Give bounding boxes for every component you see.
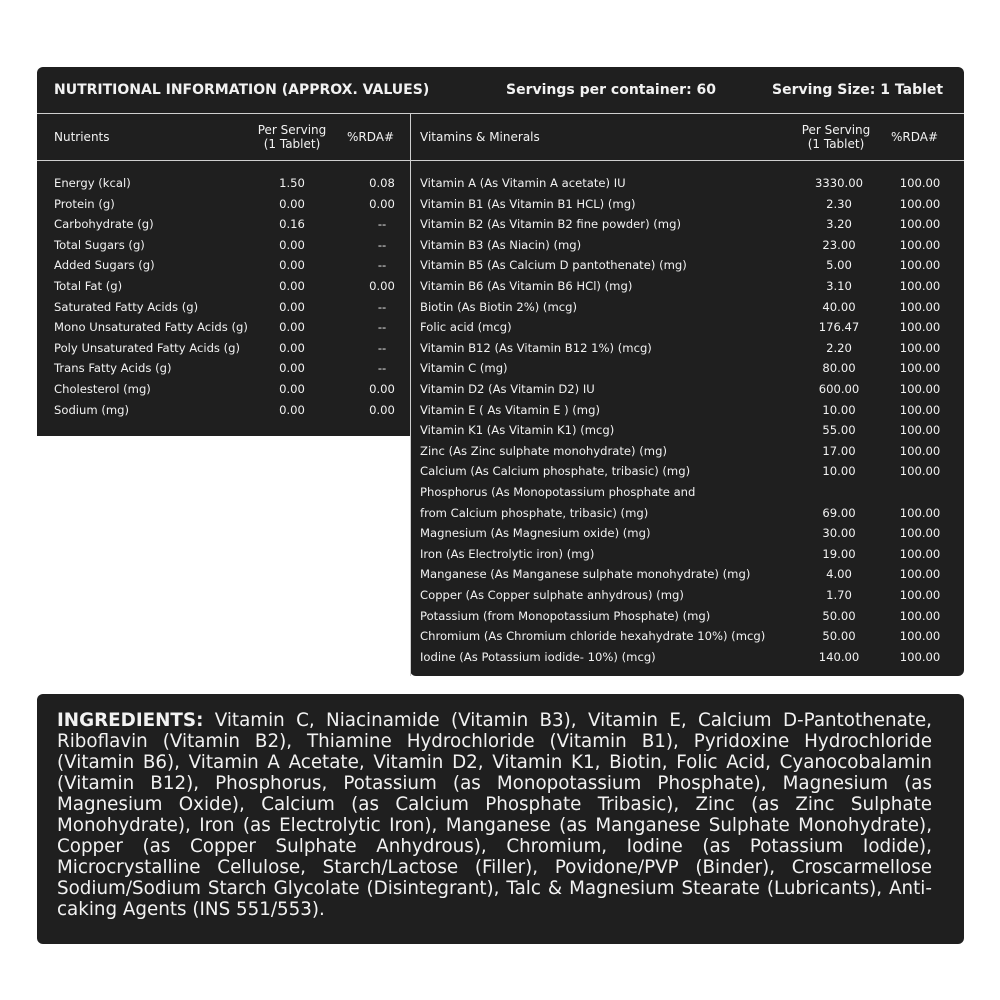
servings-per-container: Servings per container: 60 <box>506 82 717 98</box>
vitamins-row <box>420 400 960 420</box>
row-per-serving: 69.00 <box>822 505 856 520</box>
row-rda: 100.00 <box>899 608 941 623</box>
row-rda: 100.00 <box>899 176 941 190</box>
nutrients-row <box>54 235 404 255</box>
row-rda: -- <box>377 258 387 273</box>
row-name: Vitamin B6 (As Vitamin B6 HCl) (mg) <box>420 279 633 293</box>
row-name: Copper (As Copper sulphate anhydrous) (mg) <box>420 588 684 602</box>
vitamins-row <box>420 441 960 461</box>
vitamins-row <box>420 606 960 626</box>
vitamins-row <box>420 523 960 543</box>
row-rda: 100.00 <box>899 258 941 273</box>
row-name: Energy (kcal) <box>54 176 131 190</box>
row-per-serving: 0.00 <box>279 320 305 335</box>
row-rda: 0.00 <box>369 382 395 396</box>
row-per-serving: 0.00 <box>279 382 305 396</box>
nutrients-row <box>54 255 404 275</box>
row-rda: 100.00 <box>899 588 941 602</box>
row-rda: 100.00 <box>899 237 941 252</box>
ingredients-panel <box>37 694 964 944</box>
row-name: Magnesium (As Magnesium oxide) (mg) <box>420 526 651 541</box>
row-per-serving: 80.00 <box>822 361 856 376</box>
row-rda: 100.00 <box>899 320 941 335</box>
row-per-serving: 55.00 <box>822 423 856 438</box>
row-name: Cholesterol (mg) <box>54 382 151 396</box>
nutrients-row <box>54 214 404 234</box>
vitamins-row <box>420 173 960 193</box>
row-name: Biotin (As Biotin 2%) (mcg) <box>420 299 577 314</box>
vitamins-row <box>420 338 960 358</box>
vitamins-row <box>420 214 960 234</box>
row-name: Vitamin C (mg) <box>420 361 508 376</box>
row-name: Vitamin B2 (As Vitamin B2 fine powder) (mg) <box>420 217 681 232</box>
header-divider <box>37 113 964 114</box>
row-rda: 100.00 <box>899 382 941 396</box>
nutrients-row <box>54 276 404 296</box>
vitamins-header-divider <box>411 160 964 161</box>
row-name: Total Sugars (g) <box>54 237 145 252</box>
row-rda: 100.00 <box>899 567 941 582</box>
row-per-serving: 40.00 <box>822 299 856 314</box>
nutrients-per-serving-header <box>242 123 342 151</box>
vitamins-row <box>420 626 960 646</box>
row-name: Vitamin B5 (As Calcium D pantothenate) (mg) <box>420 258 687 273</box>
row-rda: 100.00 <box>899 217 941 232</box>
row-name: Iron (As Electrolytic iron) (mg) <box>420 546 595 561</box>
row-rda: 100.00 <box>899 505 941 520</box>
row-name: Calcium (As Calcium phosphate, tribasic) (mg) <box>420 464 691 479</box>
row-name: Manganese (As Manganese sulphate monohydrate) (mg) <box>420 567 751 582</box>
row-per-serving: 2.30 <box>826 196 852 211</box>
vitamins-row <box>420 317 960 337</box>
nutrients-row <box>54 317 404 337</box>
row-per-serving: 4.00 <box>826 567 852 582</box>
tablet-label: (1 Tablet) <box>807 137 865 151</box>
row-per-serving: 19.00 <box>822 546 856 561</box>
row-rda: -- <box>377 299 387 314</box>
row-per-serving: 0.00 <box>279 237 305 252</box>
row-rda: 100.00 <box>899 649 941 664</box>
nutrients-row <box>54 400 404 420</box>
nutrients-col-header: Nutrients <box>54 130 110 144</box>
row-name: Zinc (As Zinc sulphate monohydrate) (mg) <box>420 443 667 458</box>
row-per-serving: 1.70 <box>826 588 852 602</box>
row-per-serving: 600.00 <box>818 382 860 396</box>
panel-cutout <box>37 436 410 686</box>
nutrients-row <box>54 358 404 378</box>
row-name: from Calcium phosphate, tribasic) (mg) <box>420 505 649 520</box>
row-rda: 100.00 <box>899 629 941 644</box>
row-per-serving: 0.00 <box>279 340 305 355</box>
nutrition-title: NUTRITIONAL INFORMATION (APPROX. VALUES) <box>54 82 430 98</box>
row-name: Vitamin K1 (As Vitamin K1) (mcg) <box>420 423 615 438</box>
ingredients-label: INGREDIENTS: <box>57 710 204 731</box>
row-rda: 100.00 <box>899 402 941 417</box>
row-per-serving: 3.20 <box>826 217 852 232</box>
row-rda: -- <box>377 320 387 335</box>
row-rda: -- <box>377 217 387 232</box>
row-per-serving: 176.47 <box>818 320 860 335</box>
row-rda: 0.00 <box>369 279 395 293</box>
row-name: Sodium (mg) <box>54 402 130 417</box>
vitamins-row <box>420 255 960 275</box>
row-rda: 100.00 <box>899 279 941 293</box>
row-name: Added Sugars (g) <box>54 258 155 273</box>
vitamins-rda-header: %RDA# <box>891 130 939 144</box>
vitamins-row <box>420 379 960 399</box>
row-name: Chromium (As Chromium chloride hexahydrate 10%) (mcg) <box>420 629 766 644</box>
nutrients-row <box>54 297 404 317</box>
row-name: Total Fat (g) <box>54 279 123 293</box>
serving-size: Serving Size: 1 Tablet <box>772 82 944 98</box>
per-serving-label: Per Serving <box>257 123 327 137</box>
row-per-serving: 1.50 <box>279 176 305 190</box>
ingredients-list: Vitamin C, Niacinamide (Vitamin B3), Vitamin E, Calcium D-Pantothenate, Riboflavin (Vitamin B2), Thiamine Hydrochloride (Vitamin B1), Pyridoxine Hydrochloride (Vitamin B6), Vitamin A Acetate, Vitamin D2, Vitamin K1, Biotin, Folic Acid, Cyanocobalamin (Vitamin B12), Phosphorus, Potassium (as Monopotassium Phosphate), Magnesium (as Magnesium Oxide), Calcium (as Calcium Phosphate Tribasic), Zinc (as Zinc Sulphate Monohydrate), Iron (as Electrolytic Iron), Manganese (as Manganese Sulphate Monohydrate), Copper (as Copper Sulphate Anhydrous), Chromium, Iodine (as Potassium Iodide), Microcrystalline Cellulose, Starch/Lactose (Filler), Povidone/PVP (Binder), Croscarmellose Sodium/Sodium Starch Glycolate (Disintegrant), Talc & Magnesium Stearate (Lubricants), Anti-caking Agents (INS 551/553). <box>57 710 932 920</box>
row-rda: -- <box>377 237 387 252</box>
row-name: Saturated Fatty Acids (g) <box>54 299 199 314</box>
nutrients-header-divider <box>37 160 410 161</box>
row-rda: 100.00 <box>899 361 941 376</box>
row-per-serving: 0.00 <box>279 279 305 293</box>
row-per-serving: 0.00 <box>279 402 305 417</box>
row-per-serving: 140.00 <box>818 649 860 664</box>
row-name: Vitamin A (As Vitamin A acetate) IU <box>420 176 626 190</box>
vitamins-row <box>420 647 960 667</box>
row-rda: -- <box>377 340 387 355</box>
row-name: Iodine (As Potassium iodide- 10%) (mcg) <box>420 649 656 664</box>
row-rda: 100.00 <box>899 299 941 314</box>
vitamins-row <box>420 461 960 481</box>
per-serving-label: Per Serving <box>801 123 871 137</box>
row-per-serving: 3330.00 <box>815 176 863 190</box>
row-name: Folic acid (mcg) <box>420 320 512 335</box>
row-name: Phosphorus (As Monopotassium phosphate and <box>420 485 696 499</box>
row-rda: 100.00 <box>899 443 941 458</box>
row-name: Potassium (from Monopotassium Phosphate) (mg) <box>420 608 711 623</box>
row-per-serving: 3.10 <box>826 279 852 293</box>
row-per-serving: 23.00 <box>822 237 856 252</box>
ingredients-text <box>57 710 932 920</box>
row-rda: -- <box>377 361 387 376</box>
vitamins-row <box>420 564 960 584</box>
row-per-serving: 0.16 <box>279 217 305 232</box>
row-rda: 100.00 <box>899 423 941 438</box>
row-name: Vitamin B12 (As Vitamin B12 1%) (mcg) <box>420 340 652 355</box>
row-per-serving: 50.00 <box>822 608 856 623</box>
vitamins-row <box>420 585 960 605</box>
vitamins-row <box>420 482 960 502</box>
vitamins-row <box>420 276 960 296</box>
row-rda: 100.00 <box>899 464 941 479</box>
row-rda: 100.00 <box>899 526 941 541</box>
row-per-serving: 17.00 <box>822 443 856 458</box>
nutrients-row <box>54 338 404 358</box>
row-rda: 100.00 <box>899 196 941 211</box>
vitamins-row <box>420 544 960 564</box>
row-name: Trans Fatty Acids (g) <box>54 361 172 376</box>
row-per-serving: 0.00 <box>279 258 305 273</box>
nutrients-row <box>54 194 404 214</box>
row-rda: 100.00 <box>899 546 941 561</box>
row-per-serving: 10.00 <box>822 402 856 417</box>
row-per-serving: 30.00 <box>822 526 856 541</box>
vitamins-row <box>420 420 960 440</box>
row-per-serving: 50.00 <box>822 629 856 644</box>
nutrients-row <box>54 379 404 399</box>
row-name: Carbohydrate (g) <box>54 217 154 232</box>
row-rda: 0.08 <box>369 176 395 190</box>
vitamins-per-serving-header <box>786 123 886 151</box>
vitamins-row <box>420 503 960 523</box>
row-per-serving: 0.00 <box>279 361 305 376</box>
nutrients-rda-header: %RDA# <box>347 130 395 144</box>
row-name: Vitamin B1 (As Vitamin B1 HCL) (mg) <box>420 196 636 211</box>
row-per-serving: 2.20 <box>826 340 852 355</box>
row-name: Poly Unsaturated Fatty Acids (g) <box>54 340 241 355</box>
tablet-label: (1 Tablet) <box>263 137 321 151</box>
vitamins-row <box>420 194 960 214</box>
vitamins-row <box>420 297 960 317</box>
row-name: Vitamin B3 (As Niacin) (mg) <box>420 237 582 252</box>
row-rda: 0.00 <box>369 196 395 211</box>
nutrients-row <box>54 173 404 193</box>
row-name: Vitamin D2 (As Vitamin D2) IU <box>420 382 595 396</box>
row-per-serving: 0.00 <box>279 196 305 211</box>
vitamins-col-header: Vitamins & Minerals <box>420 130 540 144</box>
nutrients-panel-bottom <box>37 428 411 436</box>
row-name: Protein (g) <box>54 196 115 211</box>
vitamins-row <box>420 358 960 378</box>
vitamins-row <box>420 235 960 255</box>
row-per-serving: 10.00 <box>822 464 856 479</box>
row-rda: 100.00 <box>899 340 941 355</box>
row-name: Mono Unsaturated Fatty Acids (g) <box>54 320 248 335</box>
row-per-serving: 0.00 <box>279 299 305 314</box>
row-per-serving: 5.00 <box>826 258 852 273</box>
row-rda: 0.00 <box>369 402 395 417</box>
row-name: Vitamin E ( As Vitamin E ) (mg) <box>420 402 600 417</box>
